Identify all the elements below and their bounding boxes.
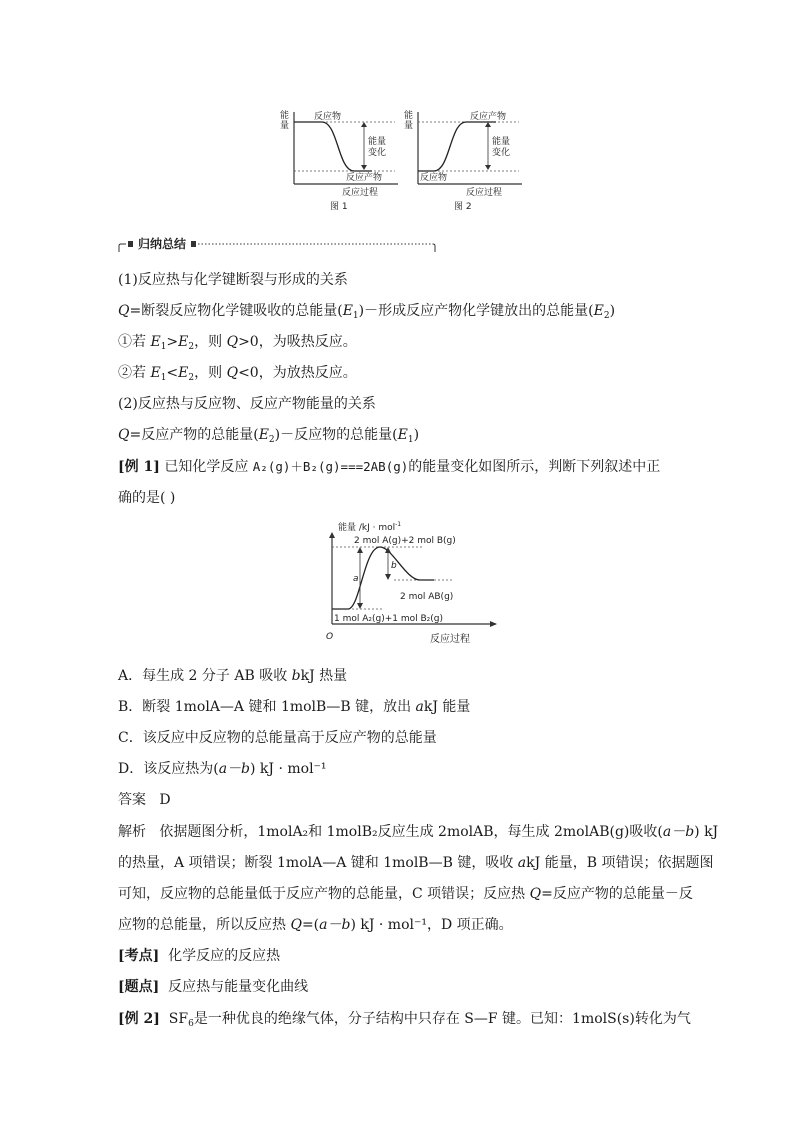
summary-title: 归纳总结 xyxy=(138,237,187,251)
option-c[interactable]: C．该反应中反应物的总能量高于反应产物的总能量 xyxy=(118,730,437,746)
figure2-curve xyxy=(418,122,496,171)
figure1-delta-label-2: 变化 xyxy=(368,148,387,158)
paragraph-4: ②若 $E_1<E_2$，则 Q<0，为放热反应。 xyxy=(118,365,357,383)
figure2-reactant-label: 反应物 xyxy=(420,173,448,183)
analysis-line-4: 应物的总能量，所以反应热 Q=(a－b) kJ · mol⁻¹，D 项正确。 xyxy=(118,917,513,933)
paragraph-3: ①若 $E_1>E_2$，则 Q>0，为吸热反应。 xyxy=(118,334,357,352)
figure2-delta-label-2: 变化 xyxy=(492,148,511,158)
figure1-xlabel: 反应过程 xyxy=(342,188,379,198)
answer: 答案 D xyxy=(118,792,171,808)
paragraph-2: Q=断裂反应物化学键吸收的总能量$(E_1)-$形成反应产物化学键放出的总能量$(E_2)$ xyxy=(118,303,616,321)
energy-diagram-example-1 xyxy=(324,518,500,650)
kaodian: [考点] 化学反应的反应热 xyxy=(118,948,281,964)
example-2-line-1: [例 2] $SF_6$是一种优良的绝缘气体，分子结构中只存在 S—F 键。已知：1molS(s)转化为气 xyxy=(118,1011,691,1029)
figure2-xlabel: 反应过程 xyxy=(466,188,503,198)
figure2-ylabel-2: 量 xyxy=(404,121,414,131)
figure2-delta-label-1: 能量 xyxy=(492,137,511,147)
paragraph-1: (1)反应热与化学键断裂与形成的关系 xyxy=(118,272,348,288)
energy-diagram-figure-2 xyxy=(404,106,524,212)
paragraph-5: (2)反应热与反应物、反应产物能量的关系 xyxy=(118,396,376,412)
figure1-reactant-label: 反应物 xyxy=(314,112,342,122)
summary-header xyxy=(118,234,436,254)
figure3-origin: O xyxy=(326,632,334,642)
analysis-line-1: 解析 依据题图分析，1molA₂和 1molB₂反应生成 2molAB，每生成 2molAB(g)吸收(a－b) kJ xyxy=(118,824,719,840)
figure3-a-label: a xyxy=(353,574,359,584)
example-1-line-1: [例 1] 已知化学反应 A₂(g)＋B₂(g)===2AB(g)的能量变化如图所示，判断下列叙述中正 xyxy=(118,459,661,475)
figure2-product-label: 反应产物 xyxy=(470,112,507,122)
option-a[interactable]: A．每生成 2 分子 AB 吸收 bkJ 热量 xyxy=(118,668,348,684)
figure1-curve xyxy=(294,122,372,171)
figure1-ylabel-2: 量 xyxy=(280,121,290,131)
tidian: [题点] 反应热与能量变化曲线 xyxy=(118,979,309,995)
paragraph-6: Q=反应产物的总能量$(E_2)-$反应物的总能量$(E_1)$ xyxy=(118,427,420,445)
figure1-delta-label-1: 能量 xyxy=(368,137,387,147)
figure1-ylabel-1: 能 xyxy=(280,111,290,121)
figure3-ylabel: 能量 /kJ · mol$^{-1}$ xyxy=(338,521,402,533)
figure1-product-label: 反应产物 xyxy=(346,173,383,183)
figure3-xlabel: 反应过程 xyxy=(430,634,470,645)
analysis-line-2: 的热量，A 项错误；断裂 1molA—A 键和 1molB—B 键，吸收 akJ 能量，B 项错误；依据题图 xyxy=(118,855,714,871)
figure3-bottom-label: 1 mol A₂(g)+1 mol B₂(g) xyxy=(334,614,444,624)
example-1-line-2: 确的是( ) xyxy=(118,490,176,506)
energy-diagram-figure-1 xyxy=(280,106,400,212)
figure2-ylabel-1: 能 xyxy=(404,111,414,121)
figure3-ab-label: 2 mol AB(g) xyxy=(400,592,454,602)
option-d[interactable]: D．该反应热为(a－b) kJ · mol⁻¹ xyxy=(118,761,327,777)
figure3-top-label: 2 mol A(g)+2 mol B(g) xyxy=(354,536,456,546)
figure2-caption: 图 2 xyxy=(454,202,472,212)
figure3-b-label: b xyxy=(391,561,397,571)
figure1-caption: 图 1 xyxy=(330,202,348,212)
option-b[interactable]: B．断裂 1molA—A 键和 1molB—B 键，放出 akJ 能量 xyxy=(118,699,471,715)
analysis-line-3: 可知，反应物的总能量低于反应产物的总能量，C 项错误；反应热 Q=反应产物的总能量－反 xyxy=(118,886,693,902)
